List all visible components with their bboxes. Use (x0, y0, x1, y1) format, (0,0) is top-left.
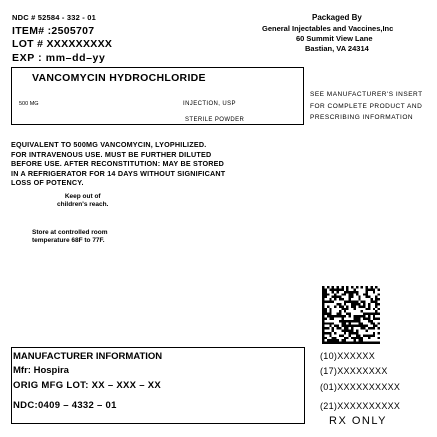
manufacturer-heading: MANUFACTURER INFORMATION (13, 351, 163, 362)
rx-only: RX ONLY (329, 415, 387, 427)
instruction-line: FOR INTRAVENOUS USE. MUST BE FURTHER DILUTED (11, 149, 212, 159)
storage-line: temperature 68F to 77F. (32, 236, 105, 244)
manufacturer-orig-lot: ORIG MFG LOT: XX – XXX – XX (13, 380, 161, 391)
packager-street: 60 Summit View Lane (296, 34, 373, 43)
manufacturer-ndc: NDC:0409 – 4332 – 01 (13, 400, 117, 411)
gs1-serial: (21)XXXXXXXXXX (320, 401, 401, 411)
datamatrix-barcode-icon (322, 286, 380, 344)
insert-line: SEE MANUFACTURER'S INSERT (310, 91, 423, 98)
gs1-gtin: (01)XXXXXXXXXX (320, 382, 401, 392)
label-item-number: ITEM# :2505707 (12, 25, 95, 37)
drug-form-sterile: STERILE POWDER (185, 117, 245, 123)
storage-instructions (32, 229, 107, 245)
storage-line: Store at controlled room (32, 229, 108, 236)
packager-heading: Packaged By (312, 13, 362, 22)
instruction-line: BEFORE USE. AFTER RECONSTITUTION: MAY BE STORED (11, 159, 225, 169)
label-expiration: EXP : mm–dd–yy (12, 52, 106, 64)
gs1-batch: (10)XXXXXX (320, 351, 376, 361)
gs1-expiry: (17)XXXXXXXX (320, 366, 388, 376)
packager-city: Bastian, VA 24314 (305, 44, 369, 53)
drug-form-injection: INJECTION, USP (183, 101, 236, 107)
insert-line: FOR COMPLETE PRODUCT AND (310, 102, 423, 110)
manufacturer-name: Mfr: Hospira (13, 365, 69, 376)
packager-company: General Injectables and Vaccines,Inc (262, 24, 394, 33)
insert-line: PRESCRIBING INFORMATION (310, 114, 414, 121)
label-ndc-number: NDC # 52584 - 332 - 01 (12, 13, 97, 22)
usage-instructions (11, 140, 225, 188)
instruction-line: EQUIVALENT TO 500MG VANCOMYCIN, LYOPHILIZED. (11, 140, 207, 149)
label-lot-number: LOT # XXXXXXXXX (12, 38, 113, 50)
drug-strength: 500 MG (19, 101, 39, 107)
instruction-line: IN A REFRIGERATOR FOR 14 DAYS WITHOUT SIGNIFICANT (11, 168, 226, 178)
children-warning-line: children's reach. (57, 200, 109, 208)
drug-name: VANCOMYCIN HYDROCHLORIDE (32, 72, 206, 84)
children-warning-line: Keep out of (64, 193, 101, 200)
instruction-line: LOSS OF POTENCY. (11, 178, 84, 188)
children-warning (57, 193, 108, 209)
insert-notice (310, 89, 423, 124)
